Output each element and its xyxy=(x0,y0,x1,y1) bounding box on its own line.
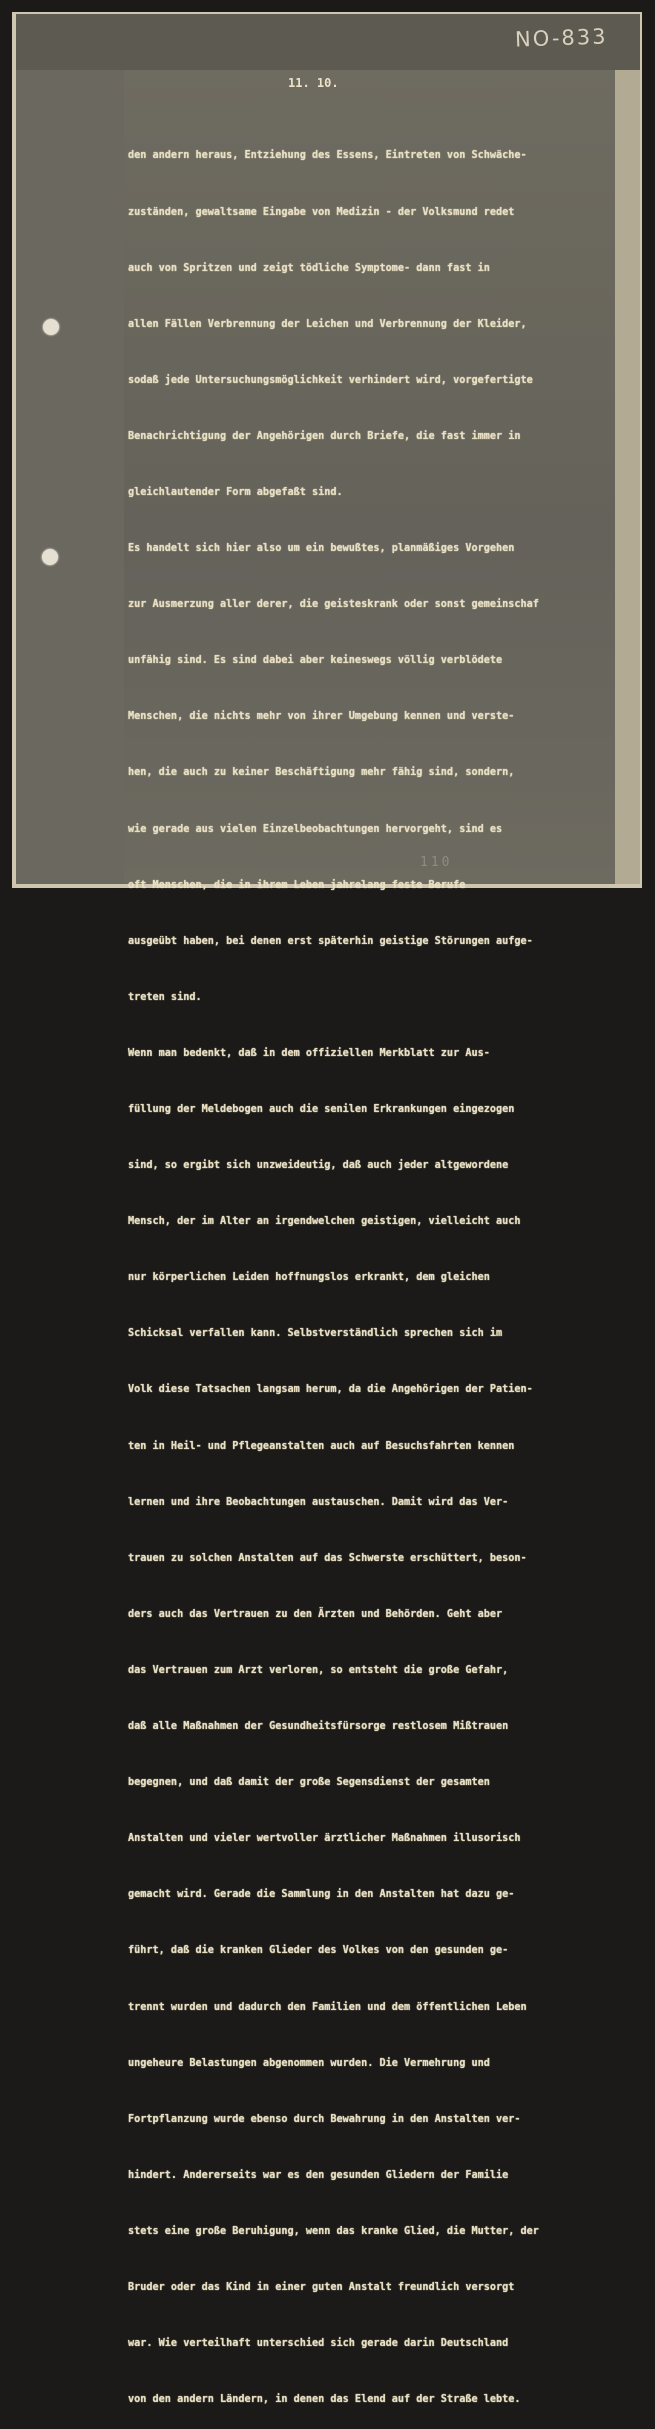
text-line: hindert. Andererseits war es den gesunden Gliedern der Familie xyxy=(128,2169,509,2181)
text-line: ungeheure Belastungen abgenommen wurden. Die Vermehrung und xyxy=(128,2057,490,2069)
text-line: ausgeübt haben, bei denen erst späterhin geistige Störungen aufge- xyxy=(128,935,533,947)
archive-number: NO-833 xyxy=(514,24,608,52)
text-line: zur Ausmerzung aller derer, die geisteskrank oder sonst gemeinschaf xyxy=(128,599,539,611)
text-line: war. Wie verteilhaft unterschied sich gerade darin Deutschland xyxy=(128,2338,509,2350)
text-line: unfähig sind. Es sind dabei aber keineswegs völlig verblödete xyxy=(128,655,503,667)
text-line: Es handelt sich hier also um ein bewußtes, planmäßiges Vorgehen xyxy=(128,543,515,555)
text-line: führt, daß die kranken Glieder des Volkes von den gesunden ge- xyxy=(128,1945,509,1957)
text-line: hen, die auch zu keiner Beschäftigung mehr fähig sind, sondern, xyxy=(128,767,515,779)
text-line: Anstalten und vieler wertvoller ärztlicher Maßnahmen illusorisch xyxy=(128,1833,521,1845)
text-line: Wenn man bedenkt, daß in dem offiziellen Merkblatt zur Aus- xyxy=(128,1047,490,1059)
text-line: füllung der Meldebogen auch die senilen Erkrankungen eingezogen xyxy=(128,1104,515,1115)
text-line: zuständen, gewaltsame Eingabe von Medizin - der Volksmund redet xyxy=(128,206,515,218)
text-line: stets eine große Beruhigung, wenn das kranke Glied, die Mutter, der xyxy=(128,2225,539,2237)
text-line: ten in Heil- und Pflegeanstalten auch auf Besuchsfahrten kennen xyxy=(128,1440,515,1452)
page-number: 11. 10. xyxy=(288,76,339,90)
text-line: den andern heraus, Entziehung des Essens, Eintreten von Schwäche- xyxy=(128,150,527,162)
text-line: oft Menschen, die in ihrem Leben jahrelang feste Berufe xyxy=(128,879,466,891)
text-line: Mensch, der im Alter an irgendwelchen geistigen, vielleicht auch xyxy=(128,1216,521,1228)
document-text xyxy=(128,110,618,2429)
text-line: sodaß jede Untersuchungsmöglichkeit verhindert wird, vorgefertigte xyxy=(128,374,533,386)
text-line: gleichlautender Form abgefaßt sind. xyxy=(128,486,343,498)
punch-hole-icon xyxy=(43,319,59,335)
text-line: Volk diese Tatsachen langsam herum, da die Angehörigen der Patien- xyxy=(128,1384,533,1396)
text-line: gemacht wird. Gerade die Sammlung in den Anstalten hat dazu ge- xyxy=(128,1889,515,1901)
left-margin xyxy=(16,70,124,884)
text-line: treten sind. xyxy=(128,991,202,1003)
text-line: nur körperlichen Leiden hoffnungslos erkrankt, dem gleichen xyxy=(128,1272,490,1284)
text-line: wie gerade aus vielen Einzelbeobachtungen hervorgeht, sind es xyxy=(128,823,503,835)
text-line: Schicksal verfallen kann. Selbstverständlich sprechen sich im xyxy=(128,1328,503,1340)
text-line: daß alle Maßnahmen der Gesundheitsfürsorge restlosem Mißtrauen xyxy=(128,1721,509,1733)
stamp-number: 110 xyxy=(420,855,453,870)
text-line: Bruder oder das Kind in einer guten Anstalt freundlich versorgt xyxy=(128,2281,515,2293)
text-line: Fortpflanzung wurde ebenso durch Bewahrung in den Anstalten ver- xyxy=(128,2113,521,2125)
text-line: das Vertrauen zum Arzt verloren, so entsteht die große Gefahr, xyxy=(128,1664,509,1676)
text-line: begegnen, und daß damit der große Segensdienst der gesamten xyxy=(128,1777,490,1789)
text-line: Menschen, die nichts mehr von ihrer Umgebung kennen und verste- xyxy=(128,711,515,723)
text-line: Benachrichtigung der Angehörigen durch Briefe, die fast immer in xyxy=(128,430,521,442)
text-line: sind, so ergibt sich unzweideutig, daß auch jeder altgewordene xyxy=(128,1160,509,1172)
text-line: auch von Spritzen und zeigt tödliche Symptome- dann fast in xyxy=(128,262,490,274)
text-line: ders auch das Vertrauen zu den Ärzten und Behörden. Geht aber xyxy=(128,1608,503,1620)
right-edge-strip xyxy=(615,70,640,884)
text-line: trennt wurden und dadurch den Familien und dem öffentlichen Leben xyxy=(128,2001,527,2013)
text-line: lernen und ihre Beobachtungen austauschen. Damit wird das Ver- xyxy=(128,1496,509,1508)
text-line: von den andern Ländern, in denen das Elend auf der Straße lebte. xyxy=(128,2394,521,2406)
punch-hole-icon xyxy=(42,549,58,565)
text-line: allen Fällen Verbrennung der Leichen und Verbrennung der Kleider, xyxy=(128,318,527,330)
text-line: trauen zu solchen Anstalten auf das Schwerste erschüttert, beson- xyxy=(128,1552,527,1564)
